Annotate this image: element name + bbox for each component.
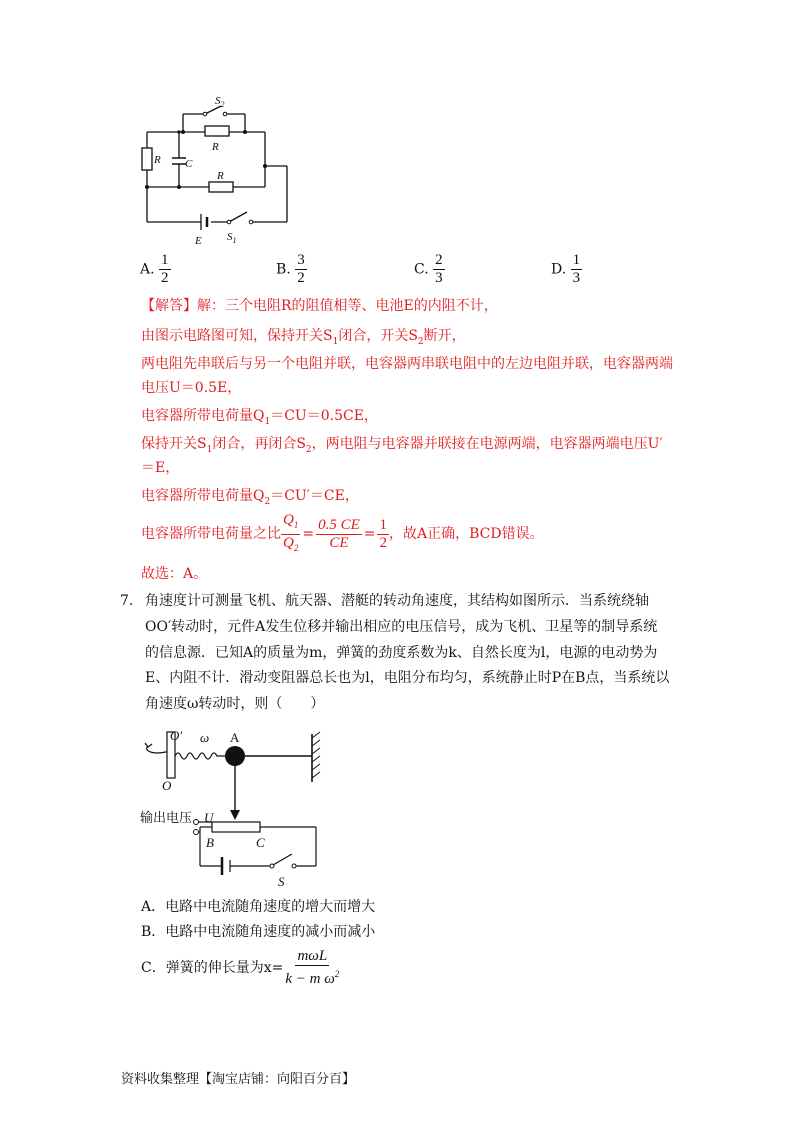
option-a[interactable] — [140, 252, 171, 287]
option-letter: B. — [276, 261, 291, 278]
label-o: O — [162, 778, 172, 793]
label-r-bottom: R — [217, 170, 224, 182]
fraction: $\frac{2}{3}$ — [435, 252, 443, 286]
answer-choice: 故选：A。 — [141, 566, 208, 582]
label-b: B — [206, 835, 214, 850]
option-c[interactable] — [414, 252, 445, 287]
answer-tag: 【解答】 — [141, 298, 197, 314]
option-letter: D. — [551, 261, 567, 278]
fraction-ce-ratio: $\frac{0.5 CE}{CE}$ — [318, 516, 360, 551]
answer-line-7: ＝E， — [141, 460, 180, 476]
q7-option-b[interactable]: B．电路中电流随角速度的减小而减小 — [141, 924, 376, 940]
fraction-q-ratio: $\frac{Q_1}{Q_2}$ — [283, 511, 299, 553]
label-output-voltage: 输出电压 — [140, 811, 193, 826]
q7-option-c[interactable]: C．弹簧的伸长量为x= $\frac{\text{mωL}}{k - m \omega^2}$ — [141, 948, 340, 987]
answer-line-2: 由图示电路图可知，保持开关$S_1$闭合，开关$S_2$断开， — [141, 328, 466, 347]
q7-option-a[interactable]: A．电路中电流随角速度的增大而增大 — [141, 899, 376, 915]
fraction: $\frac{1}{2}$ — [161, 252, 169, 286]
q7-line-2: OO′转动时，元件A发生位移并输出相应的电压信号，成为飞机、卫星等的制导系统 — [145, 619, 658, 635]
fraction: $\frac{1}{3}$ — [572, 252, 581, 286]
answer-line-4: 电压U＝0.5E， — [141, 380, 242, 396]
label-omega: ω — [200, 730, 210, 745]
circuit-diagram-q6 — [135, 90, 295, 250]
label-r-top: R — [212, 141, 219, 153]
question-number-7: 7. — [120, 593, 134, 609]
option-letter: C. — [414, 261, 429, 278]
answer-line-3: 两电阻先串联后与另一个电阻并联，电容器两串联电阻中的左边电阻并联，电容器两端 — [141, 356, 673, 372]
label-c: C — [256, 835, 265, 850]
label-s: S — [278, 874, 285, 889]
answer-line-9: 电容器所带电荷量之比 $\frac{Q_1}{Q_2}$ = $\frac{0.5 CE}{CE}$ = $\frac{1}{2}$ ，故A正确，BCD错误。 — [141, 514, 544, 554]
label-e: E — [195, 235, 202, 247]
label-s2: $S_2$ — [215, 95, 225, 109]
q7-line-1: 角速度计可测量飞机、航天器、潜艇的转动角速度，其结构如图所示．当系统绕轴 — [145, 593, 649, 609]
fraction-extension: $\frac{\text{mωL}}{k - m \omega^2}$ — [285, 948, 340, 987]
angular-velocity-meter-diagram — [140, 726, 340, 894]
option-d[interactable] — [551, 252, 582, 287]
answer-line-8: 电容器所带电荷量$Q_2=CU'=CE$， — [141, 488, 359, 507]
footer-note: 资料收集整理【淘宝店铺：向阳百分百】 — [121, 1072, 356, 1087]
label-r-left: R — [154, 154, 161, 166]
answer-line-1: 【解答】解：三个电阻R的阻值相等、电池E的内阻不计， — [141, 298, 498, 314]
answer-line-5: 电容器所带电荷量$Q_1=CU=0.5CE$， — [141, 408, 378, 427]
label-a: A — [230, 730, 240, 745]
label-c: C — [185, 158, 193, 170]
fraction: $\frac{3}{2}$ — [297, 252, 305, 286]
label-o-prime: O′ — [170, 728, 183, 743]
option-b[interactable] — [276, 252, 307, 287]
q7-line-4: E、内阻不计．滑动变阻器总长也为l，电阻分布均匀，系统静止时P在B点，当系统以 — [145, 670, 670, 686]
label-s1: $S_1$ — [227, 231, 237, 245]
fraction-half: $\frac{1}{2}$ — [379, 516, 387, 551]
answer-line-6: 保持开关$S_1$闭合，再闭合$S_2$，两电阻与电容器并联接在电源两端，电容器两端电压U′ — [141, 436, 663, 455]
q7-line-5: 角速度ω转动时，则（ ） — [145, 696, 325, 712]
q7-line-3: 的信息源．已知A的质量为m，弹簧的劲度系数为k、自然长度为l，电源的电动势为 — [145, 645, 658, 661]
label-u: U — [204, 810, 214, 825]
option-letter: A. — [140, 261, 155, 278]
